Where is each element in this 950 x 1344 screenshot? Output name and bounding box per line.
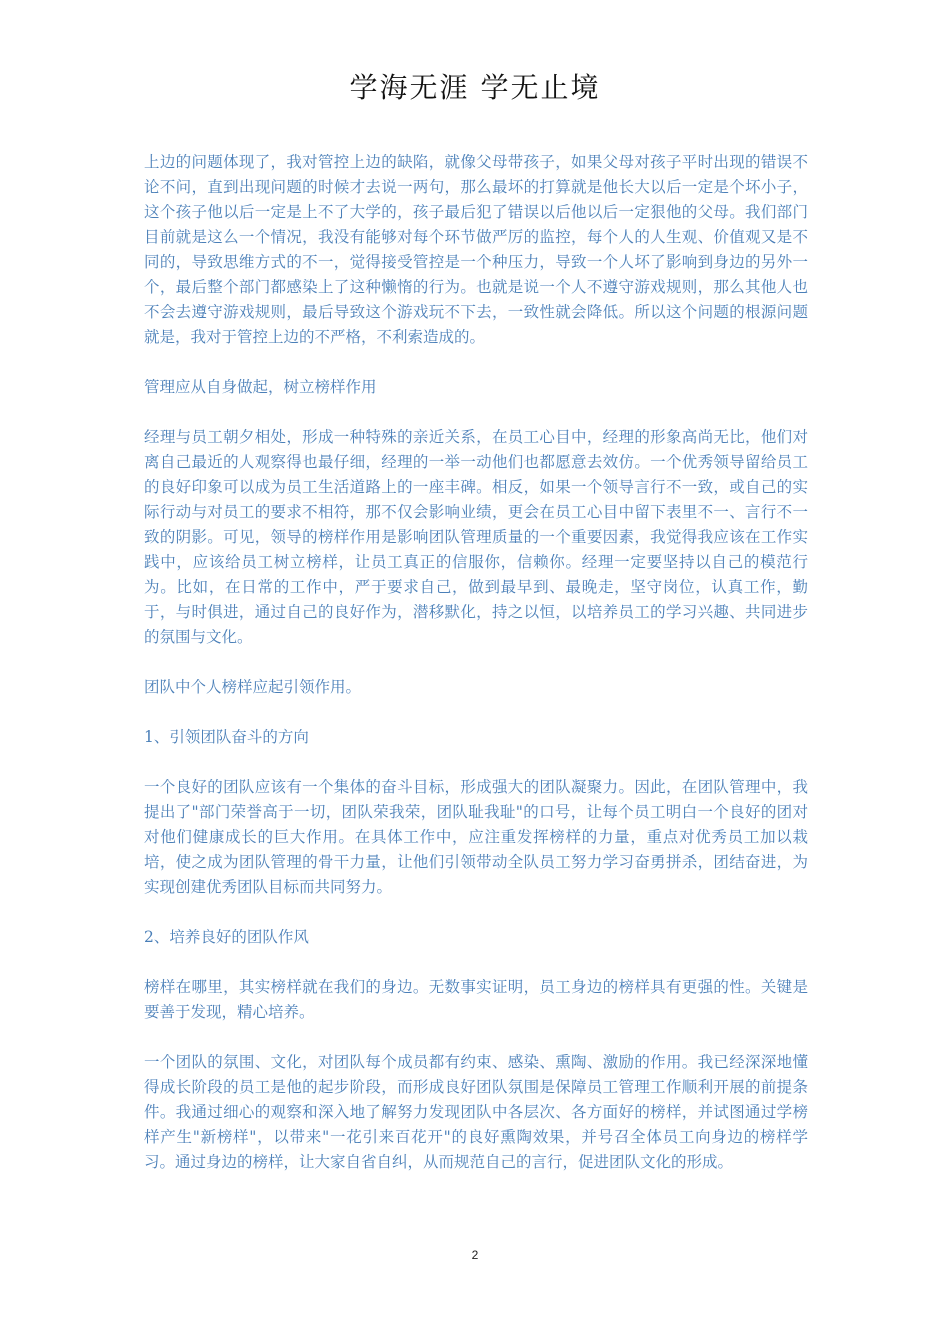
section-heading-lead-by-example: 管理应从自身做起，树立榜样作用 bbox=[144, 378, 377, 396]
page-title: 学海无涯 学无止境 bbox=[349, 71, 601, 104]
paragraph-find-role-models: 榜样在哪里，其实榜样就在我们的身边。无数事实证明，员工身边的榜样具有更强的性。关键是要善于发现，精心培养。 bbox=[144, 978, 808, 1021]
section-heading-individual-role-model: 团队中个人榜样应起引领作用。 bbox=[144, 678, 362, 696]
page-number: 2 bbox=[471, 1248, 479, 1262]
subheading-lead-direction: 1、引领团队奋斗的方向 bbox=[144, 728, 309, 746]
paragraph-manager-role-model: 经理与员工朝夕相处，形成一种特殊的亲近关系，在员工心目中，经理的形象高尚无比，他们对离自己最近的人观察得也最仔细，经理的一举一动他们也都愿意去效仿。一个优秀领导留给员工的良好印象可以成为员工生活道路上的一座丰碑。相反，如果一个领导言行不一致，或自己的实际行动与对员工的要求不相符，那不仅会影响业绩，更会在员工心目中留下表里不一、言行不一致的阴影。可见，领导的榜样作用是影响团队管理质量的一个重要因素，我觉得我应该在工作实践中，应该给员工树立榜样，让员工真正的信服你，信赖你。经理一定要坚持以自己的模范行为。比如，在日常的工作中，严于要求自己，做到最早到、最晚走，坚守岗位，认真工作，勤于，与时俱进，通过自己的良好作为，潜移默化，持之以恒，以培养员工的学习兴趣、共同进步的氛围与文化。 bbox=[144, 428, 808, 646]
paragraph-management-control-flaw: 上边的问题体现了，我对管控上边的缺陷，就像父母带孩子，如果父母对孩子平时出现的错误不论不问，直到出现问题的时候才去说一两句，那么最坏的打算就是他长大以后一定是个坏小子，这个孩子他以后一定是上不了大学的，孩子最后犯了错误以后他以后一定狠他的父母。我们部门目前就是这么一个情况，我没有能够对每个环节做严厉的监控，每个人的人生观、价值观又是不同的，导致思维方式的不一，觉得接受管控是一个种压力，导致一个人坏了影响到身边的另外一个，最后整个部门都感染上了这种懒惰的行为。也就是说一个人不遵守游戏规则，那么其他人也不会去遵守游戏规则，最后导致这个游戏玩不下去，一致性就会降低。所以这个问题的根源问题就是，我对于管控上边的不严格，不利索造成的。 bbox=[144, 153, 808, 346]
paragraph-team-culture: 一个团队的氛围、文化，对团队每个成员都有约束、感染、熏陶、激励的作用。我已经深深地懂得成长阶段的员工是他的起步阶段，而形成良好团队氛围是保障员工管理工作顺利开展的前提条件。我通过细心的观察和深入地了解努力发现团队中各层次、各方面好的榜样，并试图通过学榜样产生"新榜样"，以带来"一花引来百花开"的良好熏陶效果，并号召全体员工向身边的榜样学习。通过身边的榜样，让大家自省自纠，从而规范自己的言行，促进团队文化的形成。 bbox=[144, 1053, 808, 1171]
subheading-team-style: 2、培养良好的团队作风 bbox=[144, 928, 309, 946]
document-body bbox=[144, 150, 808, 1175]
paragraph-team-goal: 一个良好的团队应该有一个集体的奋斗目标，形成强大的团队凝聚力。因此，在团队管理中，我提出了"部门荣誉高于一切，团队荣我荣，团队耻我耻"的口号，让每个员工明白一个良好的团对对他们健康成长的巨大作用。在具体工作中，应注重发挥榜样的力量，重点对优秀员工加以栽培，使之成为团队管理的骨干力量，让他们引领带动全队员工努力学习奋勇拼杀，团结奋进，为实现创建优秀团队目标而共同努力。 bbox=[144, 778, 808, 896]
